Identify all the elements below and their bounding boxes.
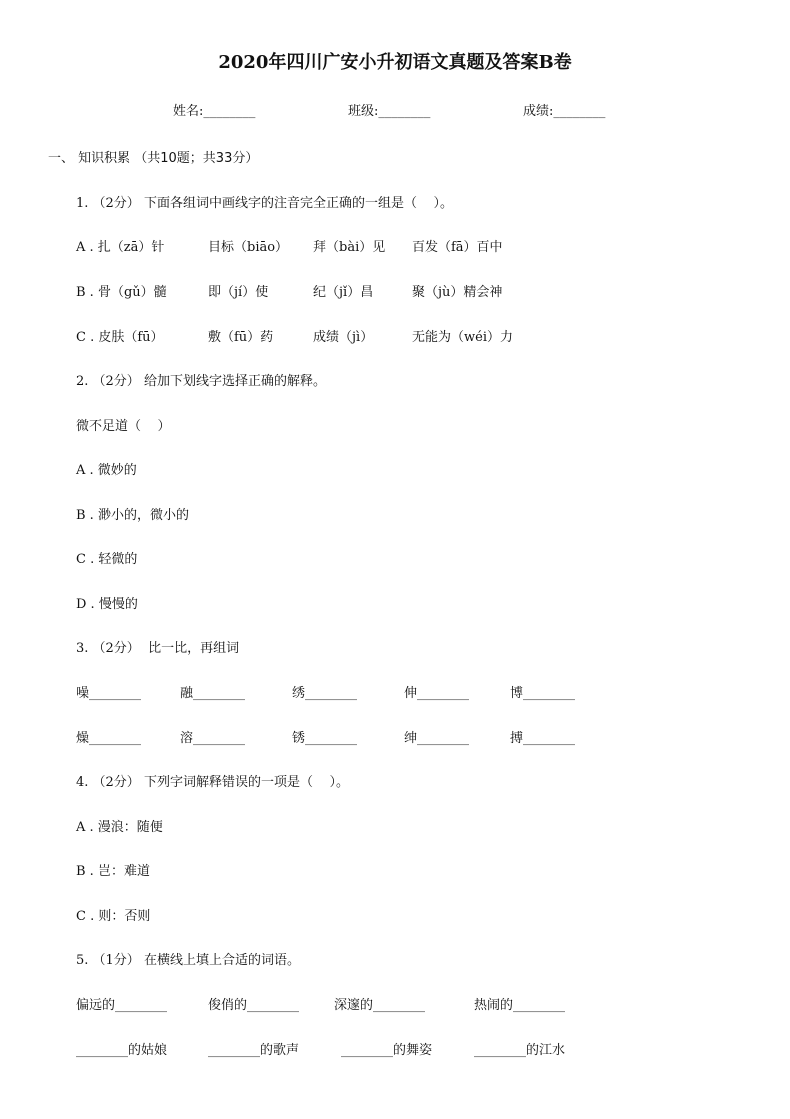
q1-option-b-2: 即（jí）使 xyxy=(208,285,269,300)
question-3-stem: 3. （2分） 比一比，再组词 xyxy=(76,641,240,656)
q5-row1-2: 俊俏的________ xyxy=(208,998,300,1013)
q2-option-c: C . 轻微的 xyxy=(76,552,138,567)
q3-row2-1: 燥________ xyxy=(76,731,142,746)
q2-option-a: A . 微妙的 xyxy=(76,463,137,478)
question-1-stem: 1. （2分） 下面各组词中画线字的注音完全正确的一组是（ ）。 xyxy=(76,196,453,211)
q1-option-a-4: 百发（fā）百中 xyxy=(412,240,503,255)
section-heading: 一、 知识积累 （共10题；共33分） xyxy=(48,151,259,166)
question-5-stem: 5. （1分） 在横线上填上合适的词语。 xyxy=(76,953,300,968)
q5-row2-4: ________的江水 xyxy=(474,1043,566,1058)
q3-row2-4: 绅________ xyxy=(404,731,470,746)
q3-row1-5: 博________ xyxy=(510,686,576,701)
question-2-stem: 2. （2分） 给加下划线字选择正确的解释。 xyxy=(76,374,326,389)
q2-option-d: D . 慢慢的 xyxy=(76,597,138,612)
q1-option-c-1: C . 皮肤（fū） xyxy=(76,330,164,345)
q2-option-b: B . 渺小的，微小的 xyxy=(76,508,189,523)
q5-row2-3: ________的舞姿 xyxy=(341,1043,433,1058)
q3-row1-3: 绣________ xyxy=(292,686,358,701)
q5-row2-2: ________的歌声 xyxy=(208,1043,300,1058)
q3-row1-2: 融________ xyxy=(180,686,246,701)
score-field: 成绩:________ xyxy=(523,104,606,119)
name-field: 姓名:________ xyxy=(173,104,256,119)
q5-row1-3: 深邃的________ xyxy=(334,998,426,1013)
q3-row2-2: 溶________ xyxy=(180,731,246,746)
page-title: 2020年四川广安小升初语文真题及答案B卷 xyxy=(218,52,572,73)
q4-option-b: B . 岂：难道 xyxy=(76,864,150,879)
q3-row1-4: 伸________ xyxy=(404,686,470,701)
q1-option-b-1: B . 骨（gǔ）髓 xyxy=(76,285,167,300)
q4-option-c: C . 则：否则 xyxy=(76,909,151,924)
q1-option-c-3: 成绩（jì） xyxy=(313,330,374,345)
q5-row1-4: 热闹的________ xyxy=(474,998,566,1013)
q5-row2-1: ________的姑娘 xyxy=(76,1043,168,1058)
q4-option-a: A . 漫浪：随便 xyxy=(76,820,163,835)
q1-option-b-3: 纪（jǐ）昌 xyxy=(313,285,374,300)
question-2-sub: 微不足道（ ） xyxy=(76,419,171,434)
q1-option-a-3: 拜（bài）见 xyxy=(313,240,386,255)
question-4-stem: 4. （2分） 下列字词解释错误的一项是（ ）。 xyxy=(76,775,349,790)
q1-option-c-2: 敷（fū）药 xyxy=(208,330,274,345)
q1-option-a-1: A . 扎（zā）针 xyxy=(76,240,165,255)
q1-option-c-4: 无能为（wéi）力 xyxy=(412,330,513,345)
class-field: 班级:________ xyxy=(348,104,431,119)
q3-row1-1: 噪________ xyxy=(76,686,142,701)
q1-option-b-4: 聚（jù）精会神 xyxy=(412,285,503,300)
q3-row2-3: 锈________ xyxy=(292,731,358,746)
q3-row2-5: 搏________ xyxy=(510,731,576,746)
q5-row1-1: 偏远的________ xyxy=(76,998,168,1013)
q1-option-a-2: 目标（biāo） xyxy=(208,240,289,255)
